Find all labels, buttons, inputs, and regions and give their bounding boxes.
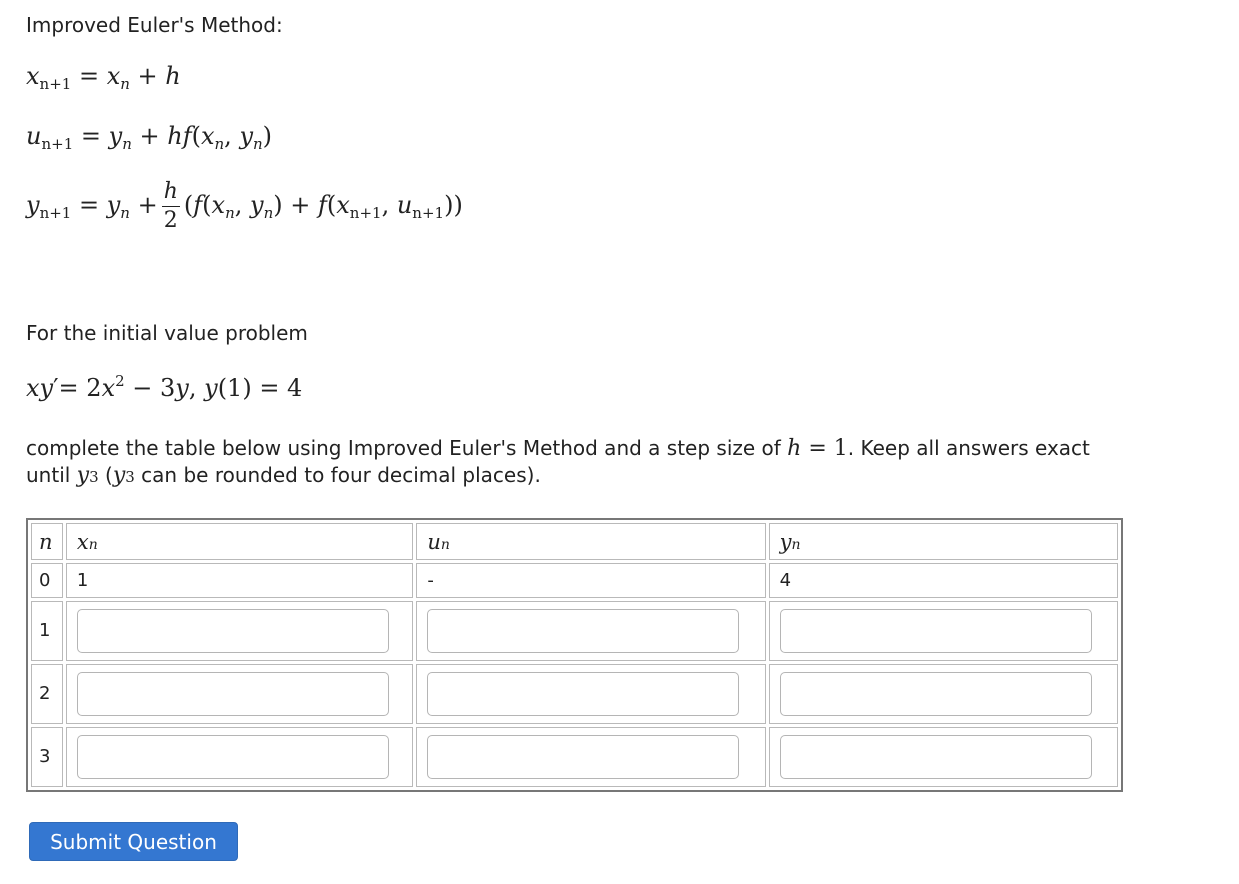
- formula-u-next: $u_{n+1} = y_n + hf(x_n$, $y_n$): [26, 122, 273, 153]
- cell-u-3: [416, 727, 765, 787]
- ode-equation: $xy'= 2x^2 - 3y$, y(1) = 4: [26, 372, 303, 402]
- instructions-line-1: complete the table below using Improved Euler's Method and a step size of h = 1. Keep all answers exact: [26, 436, 1090, 461]
- cell-x-0: 1: [66, 563, 413, 597]
- cell-x-1: [66, 601, 413, 661]
- method-title: Improved Euler's Method:: [26, 13, 283, 37]
- cell-u-2: [416, 664, 765, 724]
- header-x: xn: [66, 523, 413, 560]
- formula-y-next: $y_{n+1} = y_n$ + $\frac{h}{2}$ ($f(x_n$, $y_n) + f(x_{n+1}$, $u_{n+1}$)): [26, 179, 463, 233]
- cell-n-3: 3: [31, 727, 63, 787]
- table-row: [31, 664, 1118, 724]
- table-row: [31, 601, 1118, 661]
- u3-input[interactable]: [427, 735, 739, 779]
- table-header-row: [31, 523, 1118, 560]
- u2-input[interactable]: [427, 672, 739, 716]
- x2-input[interactable]: [77, 672, 389, 716]
- cell-x-2: [66, 664, 413, 724]
- cell-y-1: [769, 601, 1118, 661]
- cell-y-2: [769, 664, 1118, 724]
- x1-input[interactable]: [77, 609, 389, 653]
- y1-input[interactable]: [780, 609, 1092, 653]
- cell-y-3: [769, 727, 1118, 787]
- header-y: yn: [769, 523, 1118, 560]
- submit-question-button[interactable]: Submit Question: [29, 822, 238, 861]
- y3-input[interactable]: [780, 735, 1092, 779]
- formula-x-next: $x_{n+1} = x_n + h$: [26, 62, 181, 93]
- y2-input[interactable]: [780, 672, 1092, 716]
- header-u: un: [416, 523, 765, 560]
- table-row: [31, 563, 1118, 597]
- table-row: [31, 727, 1118, 787]
- cell-n-0: 0: [31, 563, 63, 597]
- cell-n-1: 1: [31, 601, 63, 661]
- cell-y-0: 4: [769, 563, 1118, 597]
- cell-x-3: [66, 727, 413, 787]
- cell-u-0: -: [416, 563, 765, 597]
- cell-u-1: [416, 601, 765, 661]
- answer-table: [26, 518, 1123, 792]
- header-n: n: [31, 523, 63, 560]
- u1-input[interactable]: [427, 609, 739, 653]
- cell-n-2: 2: [31, 664, 63, 724]
- problem-intro: For the initial value problem: [26, 321, 308, 345]
- x3-input[interactable]: [77, 735, 389, 779]
- instructions-line-2: until y3 (y3 can be rounded to four decimal places).: [26, 463, 541, 488]
